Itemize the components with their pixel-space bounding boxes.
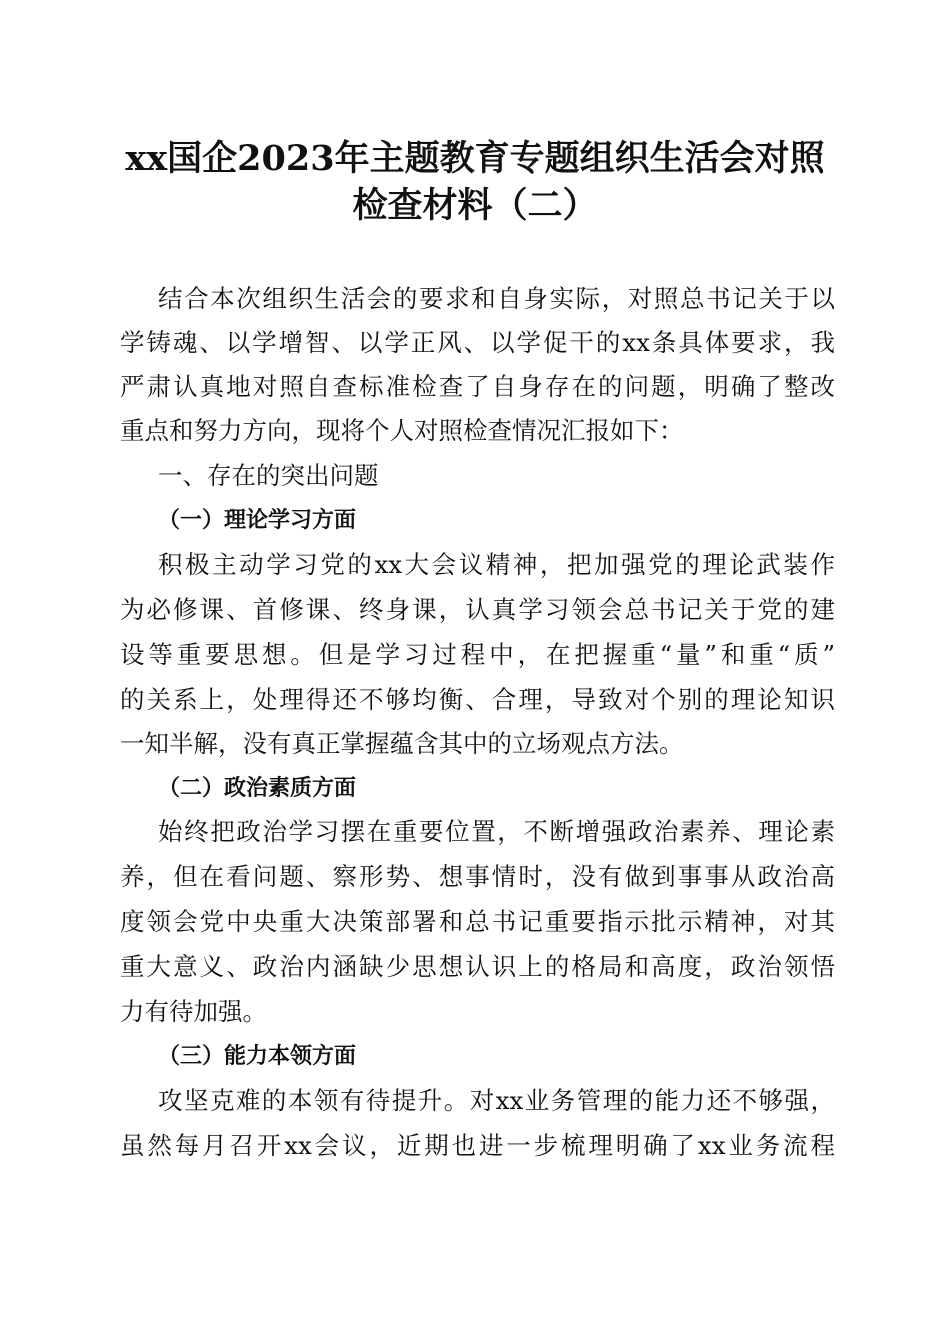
paragraph-line: 度领会党中央重大决策部署和总书记重要指示批示精神，对其 — [120, 907, 835, 936]
paragraph-line: 一知半解，没有真正掌握蕴含其中的立场观点方法。 — [120, 729, 684, 758]
paragraph-line: 设等重要思想。但是学习过程中，在把握重“量”和重“质” — [120, 640, 835, 669]
paragraph-line: 攻坚克难的本领有待提升。对xx业务管理的能力还不够强， — [158, 1086, 835, 1115]
subsection-heading: （二）政治素质方面 — [158, 775, 357, 801]
intro-line: 严肃认真地对照自查标准检查了自身存在的问题，明确了整改 — [120, 372, 835, 401]
paragraph-line: 力有待加强。 — [120, 997, 267, 1026]
paragraph-line: 始终把政治学习摆在重要位置，不断增强政治素养、理论素 — [158, 817, 835, 846]
document-title-line-2: 检查材料（二） — [352, 185, 598, 226]
paragraph-line: 积极主动学习党的xx大会议精神，把加强党的理论武装作 — [158, 550, 835, 579]
paragraph-line: 为必修课、首修课、终身课，认真学习领会总书记关于党的建 — [120, 595, 835, 624]
paragraph-line: 的关系上，处理得还不够均衡、合理，导致对个别的理论知识 — [120, 685, 835, 714]
document-title-line-1: xx国企2023年主题教育专题组织生活会对照 — [125, 138, 825, 179]
intro-line: 学铸魂、以学增智、以学正风、以学促干的xx条具体要求，我 — [120, 328, 835, 357]
paragraph-line: 重大意义、政治内涵缺少思想认识上的格局和高度，政治领悟 — [120, 952, 835, 981]
intro-line: 结合本次组织生活会的要求和自身实际，对照总书记关于以 — [158, 284, 835, 313]
section-heading: 一、存在的突出问题 — [158, 461, 379, 490]
paragraph-line: 养，但在看问题、察形势、想事情时，没有做到事事从政治高 — [120, 862, 835, 891]
subsection-heading: （一）理论学习方面 — [158, 507, 357, 533]
intro-line: 重点和努力方向，现将个人对照检查情况汇报如下： — [120, 416, 684, 445]
paragraph-line: 虽然每月召开xx会议，近期也进一步梳理明确了xx业务流程 — [120, 1131, 835, 1160]
subsection-heading: （三）能力本领方面 — [158, 1043, 357, 1069]
